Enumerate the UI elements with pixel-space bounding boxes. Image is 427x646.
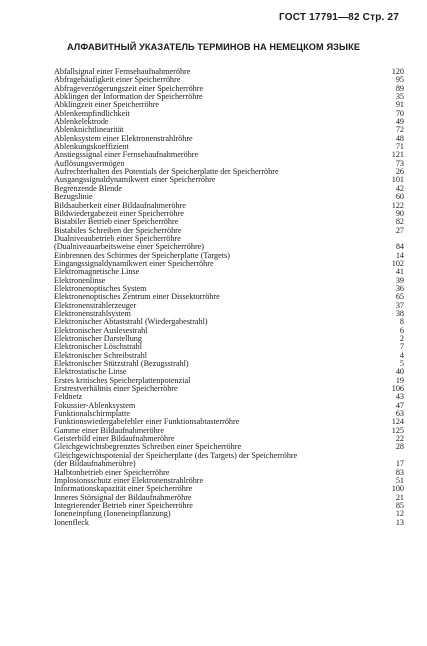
index-number: 120 bbox=[391, 67, 404, 76]
index-term: Elektronischer Darstellung bbox=[54, 334, 142, 343]
index-term: Gleichgewichtsbegrenztes Schreiben einer Speicherröhre bbox=[54, 442, 242, 452]
index-number: 124 bbox=[391, 417, 404, 427]
index-term: Aufrechterhalten des Potentials der Speicherplatte der Speicherröhre bbox=[54, 167, 279, 177]
index-term: (Dualniveauarbeitsweise einer Speicherröhre) bbox=[54, 242, 205, 252]
index-number: 122 bbox=[391, 200, 404, 210]
index-term: (der Bildaufnahmeröhre) bbox=[54, 459, 136, 469]
index-term: Bildsauberkeit einer Bildaufnahmeröhre bbox=[54, 200, 186, 210]
index-number: 17 bbox=[395, 459, 404, 469]
section-title: АЛФАВИТНЫЙ УКАЗАТЕЛЬ ТЕРМИНОВ НА НЕМЕЦКОМ ЯЗЫКЕ bbox=[66, 42, 361, 52]
index-number: 84 bbox=[395, 242, 404, 252]
index-term: Elektronischer Schreibstrahl bbox=[54, 350, 147, 360]
index-term: Abfallsignal einer Fernsehaufnahmeröhre bbox=[54, 67, 191, 76]
index-term: Erstrestverhältnis einer Speicherröhre bbox=[54, 384, 178, 394]
index-number: 4 bbox=[399, 350, 404, 360]
index-term: Auflösungsvermögen bbox=[54, 158, 125, 168]
index-term: Einbrennen des Schirmes der Speicherplatte (Targets) bbox=[54, 250, 230, 260]
index-number: 49 bbox=[395, 117, 404, 127]
index-term: Ausgangssignaldynamikwert einer Speicherröhre bbox=[54, 175, 216, 185]
index-term: Ablenkempfindlichkeit bbox=[54, 108, 130, 118]
index-number: 51 bbox=[395, 475, 404, 485]
index-term: Erstes kritisches Speicherplattenpotenzial bbox=[54, 375, 191, 385]
index-term: Funktionswiedergabefehler einer Funktionsabtasterröhre bbox=[54, 417, 240, 427]
index-term: Ablenknichtlinearität bbox=[54, 125, 124, 135]
index-number: 39 bbox=[395, 275, 404, 285]
index-number: 38 bbox=[395, 308, 404, 318]
index-term: Elektronenoptisches System bbox=[54, 283, 147, 293]
index-term: Elektronischer Abtaststrahl (Wiedergabestrahl) bbox=[54, 317, 208, 327]
index-number: 8 bbox=[399, 317, 404, 327]
index-number: 102 bbox=[391, 258, 404, 268]
index-term: Elektromagnetische Linse bbox=[54, 267, 140, 277]
index-term: Ablenkungskoeffizient bbox=[54, 142, 129, 152]
index-number: 14 bbox=[395, 250, 404, 260]
index-term: Anstiegssignal einer Fernsehaufnahmeröhre bbox=[54, 150, 199, 160]
index-term: Ablenkelektrode bbox=[54, 117, 109, 127]
index-number: 101 bbox=[391, 175, 404, 185]
index-number: 48 bbox=[395, 133, 404, 143]
index-number: 21 bbox=[395, 492, 404, 502]
index-number: 5 bbox=[399, 359, 404, 369]
index-term: Elektronenlinse bbox=[54, 275, 106, 285]
index-number: 65 bbox=[395, 292, 404, 302]
index-term: Gamme einer Bildaufnahmeröhre bbox=[54, 425, 165, 435]
index-number: 91 bbox=[395, 100, 404, 110]
index-number: 95 bbox=[395, 75, 404, 85]
index-number: 90 bbox=[395, 208, 404, 218]
index-number: 100 bbox=[391, 484, 404, 494]
index-number: 71 bbox=[395, 142, 404, 152]
index-number: 125 bbox=[391, 425, 404, 435]
index-number: 47 bbox=[395, 400, 404, 410]
index-term: Integrierender Betrieb einer Speicherröhre bbox=[54, 500, 193, 510]
index-number: 40 bbox=[395, 367, 404, 377]
index-number: 19 bbox=[395, 375, 404, 385]
index-number: 70 bbox=[395, 108, 404, 118]
index-term: Funktionalschirmplatte bbox=[54, 409, 130, 419]
index-term: Elektrostatische Linse bbox=[54, 367, 127, 377]
term-index-list bbox=[54, 68, 404, 527]
index-number: 28 bbox=[395, 442, 404, 452]
index-number: 121 bbox=[391, 150, 404, 160]
index-term: Ionenfleck bbox=[54, 517, 90, 527]
index-term: Abfragehäufigkeit einer Speicherröhre bbox=[54, 75, 181, 85]
index-term: Begrenzende Blende bbox=[54, 183, 122, 193]
index-term: Dualniveaubetrieb einer Speicherröhre bbox=[54, 233, 181, 243]
index-number: 27 bbox=[395, 225, 404, 235]
index-term: Gleichgewichtspotenial der Speicherplatte (des Targets) der Speicherröhre bbox=[54, 450, 298, 460]
index-term: Bildwiedergabezeit einer Speicherröhre bbox=[54, 208, 184, 218]
index-term: Informationskapazität einer Speicherröhre bbox=[54, 484, 193, 494]
index-term: Eingangssignaldynamikwert einer Speicherröhre bbox=[54, 258, 214, 268]
index-term: Elektronischer Auslesestrahl bbox=[54, 325, 148, 335]
index-number: 13 bbox=[395, 517, 404, 527]
index-number: 7 bbox=[399, 342, 404, 352]
index-number: 82 bbox=[395, 217, 404, 227]
index-term: Halbtonbetrieb einer Speicherröhre bbox=[54, 467, 170, 477]
index-number: 60 bbox=[395, 192, 404, 202]
index-number: 83 bbox=[395, 467, 404, 477]
index-term: Bistabiler Betrieb einer Speicherröhre bbox=[54, 217, 179, 227]
index-term: Elektronenstrahlsystem bbox=[54, 308, 131, 318]
page-header: ГОСТ 17791—82 Стр. 27 bbox=[279, 12, 399, 23]
index-term: Elektronenstrahlerzeuger bbox=[54, 300, 137, 310]
index-number: 6 bbox=[399, 325, 404, 335]
index-entry bbox=[54, 385, 404, 393]
index-number: 22 bbox=[395, 434, 404, 444]
index-term: Geisterbild einer Bildaufnahmeröhre bbox=[54, 434, 175, 444]
index-number: 35 bbox=[395, 92, 404, 102]
index-number: 73 bbox=[395, 158, 404, 168]
index-term: Fokussier-Ablenksystem bbox=[54, 400, 136, 410]
index-number: 26 bbox=[395, 167, 404, 177]
index-number: 37 bbox=[395, 300, 404, 310]
index-term: Elektronenoptisches Zentrum einer Dissektorröhre bbox=[54, 292, 220, 302]
index-term: Bistabiles Schreiben der Speicherröhre bbox=[54, 225, 182, 235]
index-number: 36 bbox=[395, 283, 404, 293]
index-number: 106 bbox=[391, 384, 404, 394]
index-number: 12 bbox=[395, 509, 404, 519]
index-term: Elektronischer Löschstrahl bbox=[54, 342, 142, 352]
index-term: Implosionsschutz einer Elektronenstrahlröhre bbox=[54, 475, 204, 485]
index-term: Ablenksystem einer Elektronenstrahlröhre bbox=[54, 133, 193, 143]
index-number: 43 bbox=[395, 392, 404, 402]
index-entry bbox=[54, 510, 404, 518]
index-term: Ioneneinpfung (Ioneneinpflanzung) bbox=[54, 509, 171, 519]
index-number: 41 bbox=[395, 267, 404, 277]
index-term: Elektronischer Stützstrahl (Bezugsstrahl) bbox=[54, 359, 189, 369]
index-term: Inneres Störsignal der Bildaufnahmeröhre bbox=[54, 492, 192, 502]
index-number: 2 bbox=[399, 334, 404, 343]
index-entry bbox=[54, 268, 404, 276]
index-term: Abklingzeit einer Speicherröhre bbox=[54, 100, 160, 110]
index-number: 63 bbox=[395, 409, 404, 419]
index-term: Abklingen der Information der Speicherröhre bbox=[54, 92, 203, 102]
index-number: 72 bbox=[395, 125, 404, 135]
index-number: 89 bbox=[395, 83, 404, 93]
index-term: Abfrageverzögerungszeit einer Speicherröhre bbox=[54, 83, 204, 93]
index-number: 42 bbox=[395, 183, 404, 193]
index-entry bbox=[54, 185, 404, 193]
index-entry bbox=[54, 519, 404, 527]
index-term: Feldnetz bbox=[54, 392, 83, 402]
index-number: 85 bbox=[395, 500, 404, 510]
index-term: Bezugslinie bbox=[54, 192, 93, 202]
